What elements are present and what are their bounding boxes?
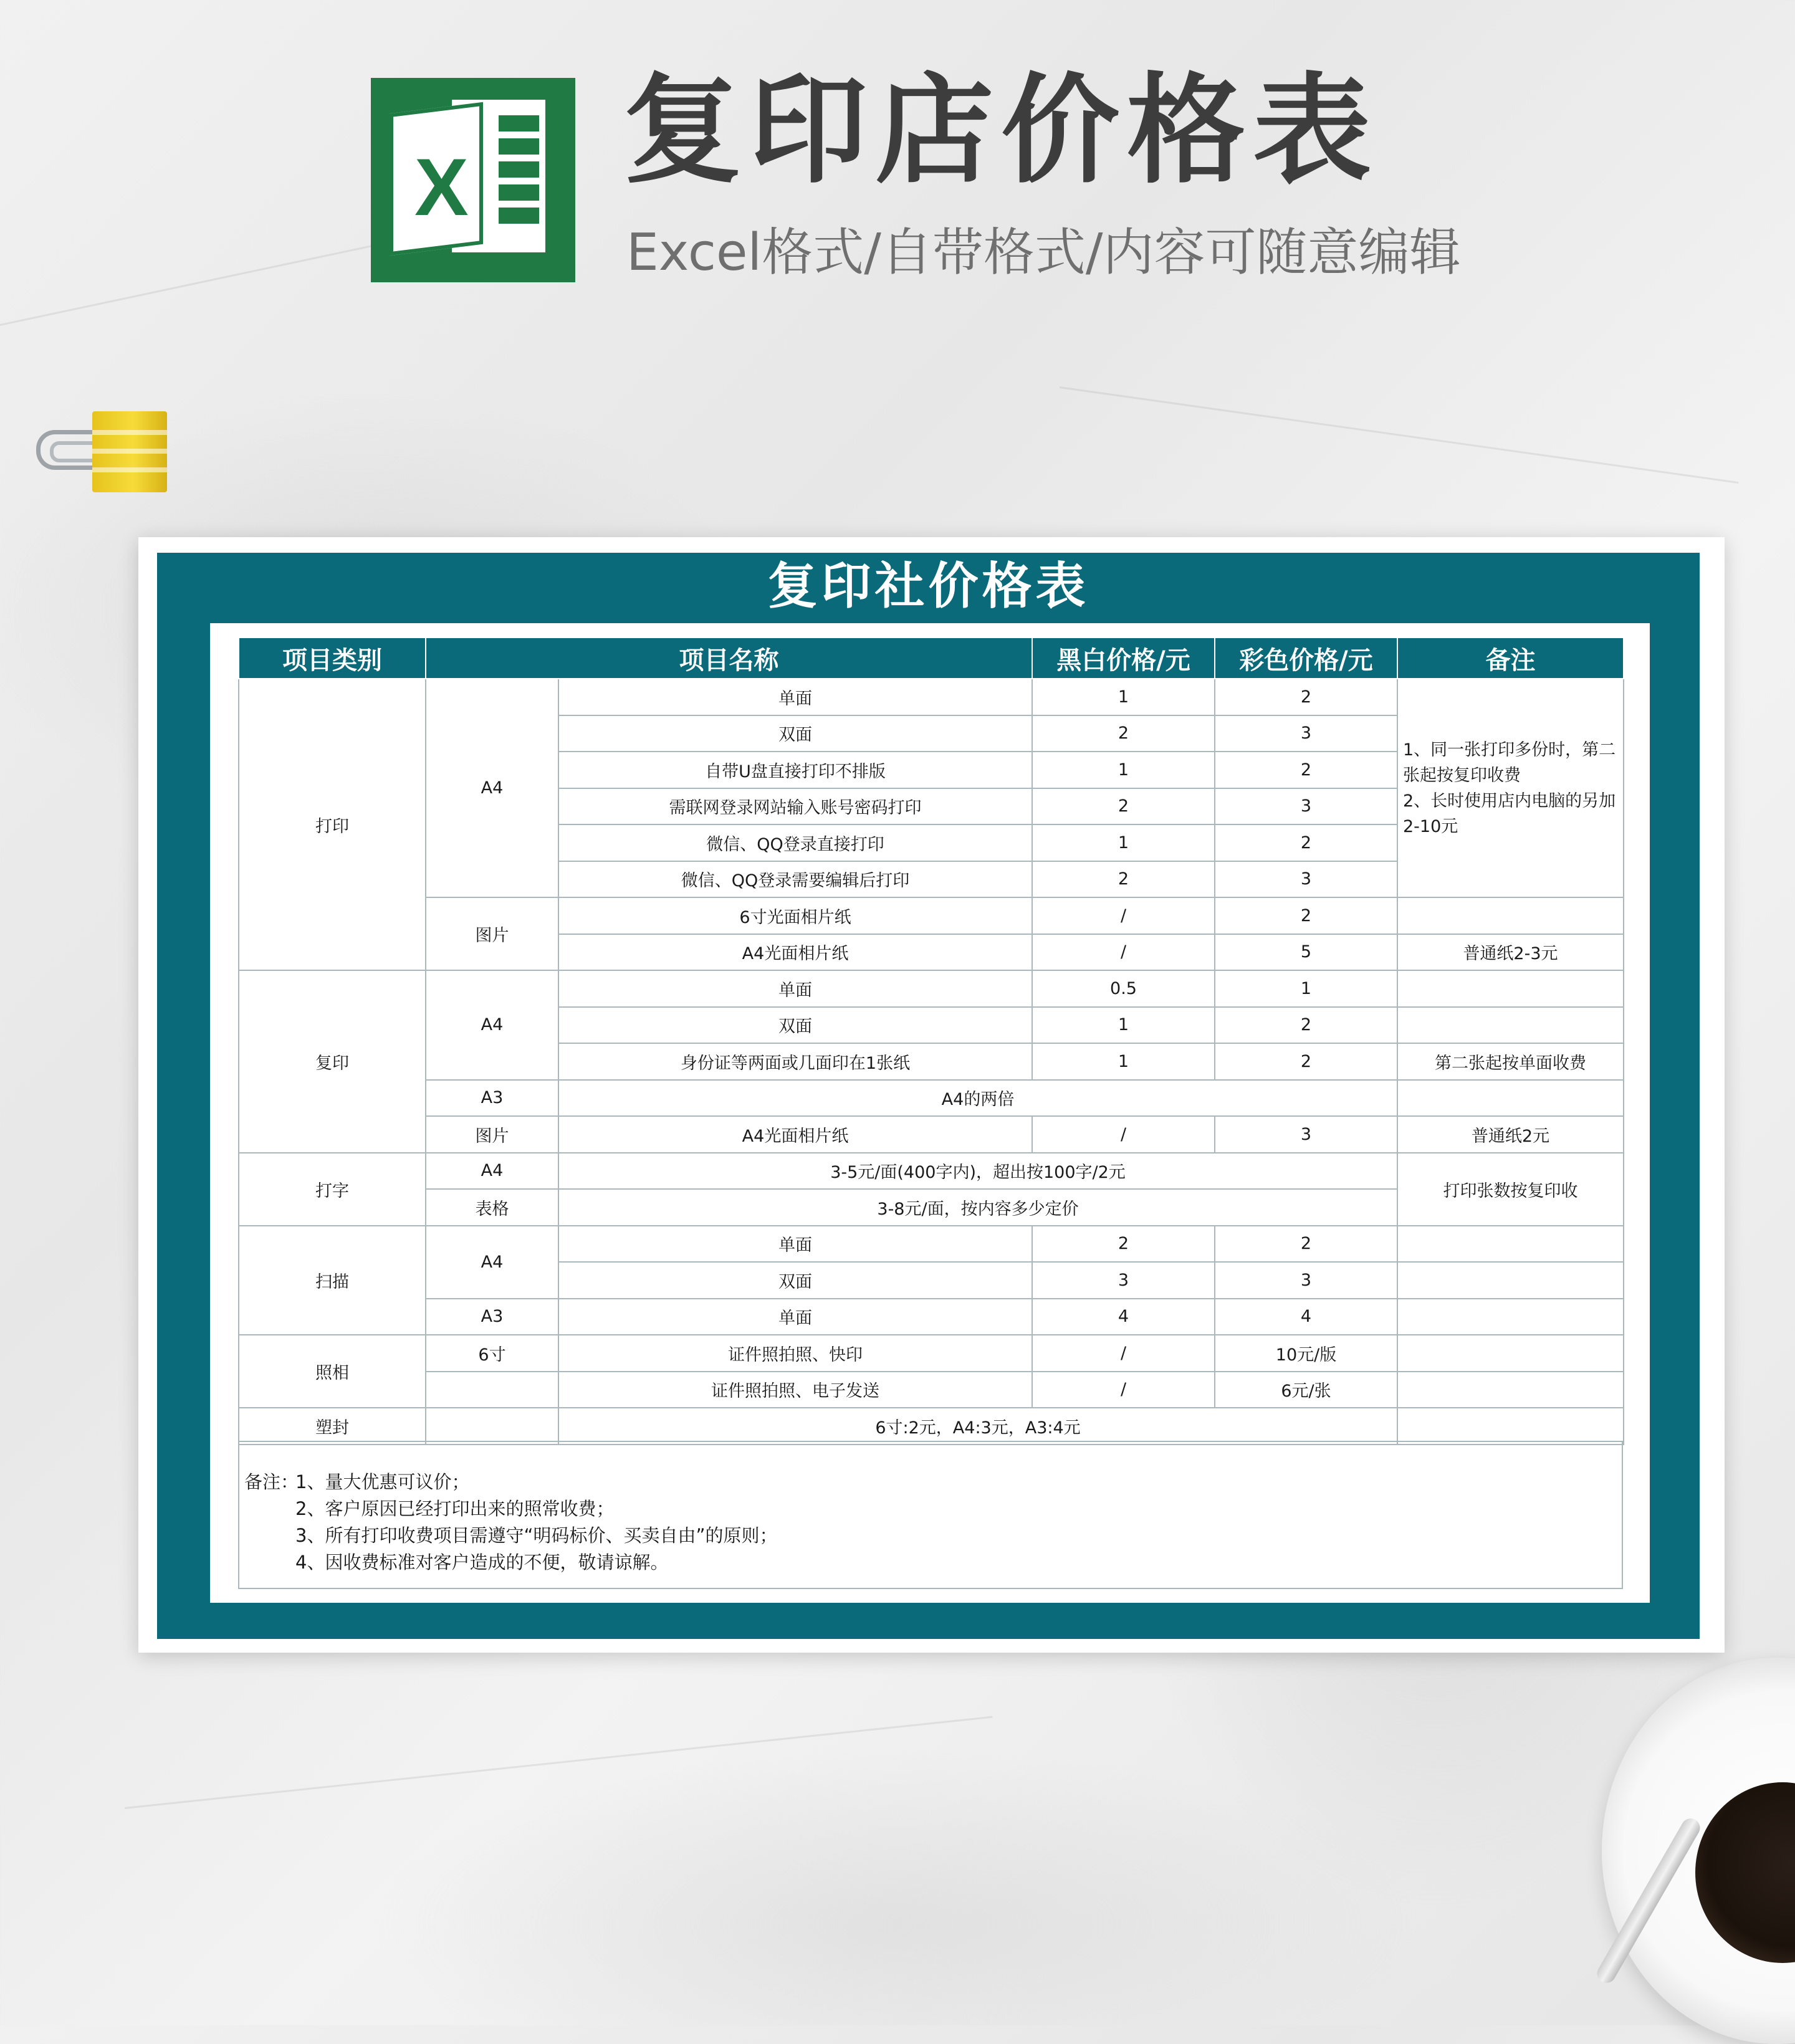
bw-price: 0.5: [1032, 970, 1215, 1007]
table-row: [239, 970, 1624, 1007]
sheet-title: 复印社价格表: [767, 557, 1089, 615]
table-row: [239, 679, 1624, 715]
color-price: 3: [1215, 715, 1397, 752]
col-header: 黑白价格/元: [1032, 638, 1215, 679]
table-row: [239, 1116, 1624, 1153]
item-name: 双面: [558, 1262, 1032, 1299]
bw-price: 2: [1032, 861, 1215, 898]
color-price: 6元/张: [1215, 1372, 1397, 1408]
item-name: 自带U盘直接打印不排版: [558, 752, 1032, 788]
note-cell: [1397, 970, 1624, 1007]
note-cell: [1397, 897, 1624, 934]
subcategory-cell: A4: [426, 1153, 558, 1190]
col-header: 彩色价格/元: [1215, 638, 1397, 679]
table-row: [239, 897, 1624, 934]
table-header-row: [239, 638, 1624, 679]
remarks-label: 备注：: [244, 1471, 299, 1492]
subcategory-cell: 表格: [426, 1189, 558, 1226]
subcategory-cell: 6寸: [426, 1335, 558, 1372]
color-price: 2: [1215, 1226, 1397, 1263]
bw-price: 1: [1032, 752, 1215, 788]
note-cell: 普通纸2-3元: [1397, 934, 1624, 971]
item-name: 单面: [558, 1299, 1032, 1335]
category-cell: 打字: [239, 1153, 426, 1226]
note-line: 1、同一张打印多份时，第二张起按复印收费: [1403, 740, 1616, 785]
sheet-frame: [157, 553, 1700, 1639]
item-name: 身份证等两面或几面印在1张纸: [558, 1043, 1032, 1080]
bw-price: 1: [1032, 679, 1215, 715]
color-price: 1: [1215, 970, 1397, 1007]
bw-price: /: [1032, 934, 1215, 971]
category-cell: 复印: [239, 970, 426, 1153]
bw-price: /: [1032, 1372, 1215, 1408]
subcategory-cell: 图片: [426, 897, 558, 970]
price-table: [238, 637, 1624, 1445]
excel-logo-icon: [371, 78, 575, 282]
item-name: 需联网登录网站输入账号密码打印: [558, 788, 1032, 825]
note-cell: [1397, 679, 1624, 897]
note-cell: [1397, 1262, 1624, 1299]
subcategory-cell: [426, 1372, 558, 1408]
note-cell: [1397, 1299, 1624, 1335]
subcategory-cell: 图片: [426, 1116, 558, 1153]
bw-price: 1: [1032, 824, 1215, 861]
subcategory-cell: A4: [426, 970, 558, 1080]
merged-price: 3-8元/面，按内容多少定价: [558, 1189, 1397, 1226]
item-name: 双面: [558, 715, 1032, 752]
item-name: 6寸光面相片纸: [558, 897, 1032, 934]
page-title: 复印店价格表: [623, 62, 1379, 199]
color-price: 10元/版: [1215, 1335, 1397, 1372]
table-row: [239, 1153, 1624, 1190]
col-header: 项目名称: [426, 638, 1032, 679]
note-cell: [1397, 1408, 1624, 1445]
color-price: 2: [1215, 752, 1397, 788]
bw-price: /: [1032, 897, 1215, 934]
bw-price: /: [1032, 1335, 1215, 1372]
color-price: 2: [1215, 897, 1397, 934]
note-cell: [1397, 1080, 1624, 1117]
table-row: [239, 1335, 1624, 1372]
table-row: [239, 1372, 1624, 1408]
item-name: 微信、QQ登录直接打印: [558, 824, 1032, 861]
item-name: 单面: [558, 1226, 1032, 1263]
merged-price: A4的两倍: [558, 1080, 1397, 1117]
color-price: 2: [1215, 824, 1397, 861]
remarks-box: [238, 1441, 1623, 1589]
bw-price: 1: [1032, 1043, 1215, 1080]
subcategory-cell: [426, 1408, 558, 1445]
color-price: 5: [1215, 934, 1397, 971]
bw-price: 2: [1032, 788, 1215, 825]
sheet-body: [210, 623, 1650, 1603]
logo-letter: X: [414, 141, 469, 232]
color-price: 3: [1215, 788, 1397, 825]
bw-price: 4: [1032, 1299, 1215, 1335]
item-name: 微信、QQ登录需要编辑后打印: [558, 861, 1032, 898]
note-cell: 普通纸2元: [1397, 1116, 1624, 1153]
item-name: 证件照拍照、快印: [558, 1335, 1032, 1372]
note-cell: [1397, 1335, 1624, 1372]
item-name: 证件照拍照、电子发送: [558, 1372, 1032, 1408]
color-price: 2: [1215, 679, 1397, 715]
table-row: [239, 1299, 1624, 1335]
category-cell: 打印: [239, 679, 426, 970]
color-price: 3: [1215, 1116, 1397, 1153]
subcategory-cell: A3: [426, 1299, 558, 1335]
category-cell: 扫描: [239, 1226, 426, 1335]
note-cell: [1397, 1007, 1624, 1044]
bw-price: 2: [1032, 715, 1215, 752]
color-price: 3: [1215, 861, 1397, 898]
bw-price: 1: [1032, 1007, 1215, 1044]
price-sheet: [138, 537, 1725, 1653]
item-name: A4光面相片纸: [558, 934, 1032, 971]
subcategory-cell: A4: [426, 679, 558, 897]
col-header: 备注: [1397, 638, 1624, 679]
marble-vein: [125, 1716, 993, 1809]
note-cell: 第二张起按单面收费: [1397, 1043, 1624, 1080]
category-cell: 塑封: [239, 1408, 426, 1445]
table-row: [239, 1080, 1624, 1117]
coffee-cup-image: [1602, 1658, 1795, 2044]
note-cell: [1397, 1226, 1624, 1263]
remark-item: 2、客户原因已经打印出来的照常收费；: [295, 1498, 615, 1519]
item-name: 单面: [558, 970, 1032, 1007]
table-row: [239, 1408, 1624, 1445]
page-subtitle: Excel格式/自带格式/内容可随意编辑: [626, 223, 1461, 282]
category-cell: 照相: [239, 1335, 426, 1408]
remark-item: 1、量大优惠可议价；: [295, 1471, 470, 1492]
subcategory-cell: A3: [426, 1080, 558, 1117]
color-price: 3: [1215, 1262, 1397, 1299]
bw-price: /: [1032, 1116, 1215, 1153]
note-cell: [1397, 1372, 1624, 1408]
merged-price: 6寸:2元，A4:3元，A3:4元: [558, 1408, 1397, 1445]
item-name: 单面: [558, 679, 1032, 715]
bw-price: 3: [1032, 1262, 1215, 1299]
col-header: 项目类别: [239, 638, 426, 679]
marble-vein: [1060, 386, 1739, 484]
color-price: 2: [1215, 1043, 1397, 1080]
remark-item: 4、因收费标准对客户造成的不便，敬请谅解。: [295, 1552, 669, 1573]
table-row: [239, 1226, 1624, 1263]
subcategory-cell: A4: [426, 1226, 558, 1299]
binder-clip-icon: [31, 411, 143, 492]
note-cell: 打印张数按复印收: [1397, 1153, 1624, 1226]
item-name: A4光面相片纸: [558, 1116, 1032, 1153]
note-line: 2、长时使用店内电脑的另加2-10元: [1403, 791, 1616, 836]
color-price: 2: [1215, 1007, 1397, 1044]
merged-price: 3-5元/面(400字内)，超出按100字/2元: [558, 1153, 1397, 1190]
remark-item: 3、所有打印收费项目需遵守“明码标价、买卖自由”的原则；: [295, 1525, 778, 1546]
item-name: 双面: [558, 1007, 1032, 1044]
bw-price: 2: [1032, 1226, 1215, 1263]
color-price: 4: [1215, 1299, 1397, 1335]
